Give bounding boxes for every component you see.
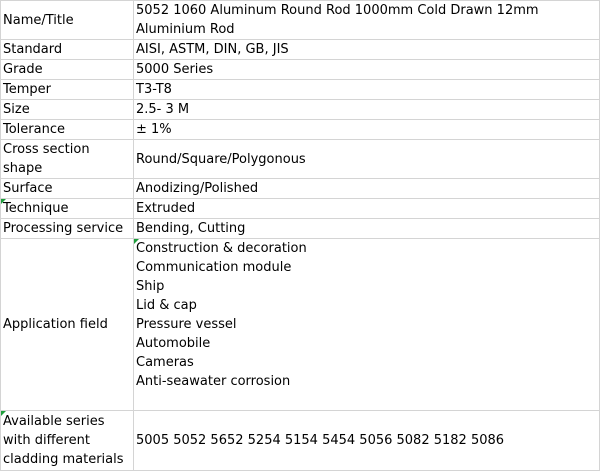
row-label: Grade	[1, 60, 134, 80]
row-value: 2.5- 3 M	[134, 100, 600, 120]
table-row	[1, 239, 600, 411]
table-row	[1, 40, 600, 60]
row-value: Bending, Cutting	[134, 219, 600, 239]
table-row	[1, 1, 600, 40]
row-label: Surface	[1, 179, 134, 199]
table-row	[1, 179, 600, 199]
row-label	[1, 199, 134, 219]
table-row	[1, 219, 600, 239]
row-label-text: Technique	[3, 201, 69, 216]
table-row	[1, 100, 600, 120]
row-label: Processing service	[1, 219, 134, 239]
row-label: Name/Title	[1, 1, 134, 40]
row-value: 5005 5052 5652 5254 5154 5454 5056 5082 5182 5086	[134, 411, 600, 471]
row-value: T3-T8	[134, 80, 600, 100]
row-label	[1, 411, 134, 471]
row-value: ± 1%	[134, 120, 600, 140]
comment-marker-icon[interactable]	[1, 199, 6, 204]
list-item: Communication module	[136, 260, 292, 275]
comment-marker-icon[interactable]	[1, 411, 6, 416]
table-row	[1, 120, 600, 140]
value-line: Aluminium Rod	[136, 22, 235, 37]
list-item: Ship	[136, 279, 165, 294]
list-item: Anti-seawater corrosion	[136, 374, 291, 389]
row-label: Temper	[1, 80, 134, 100]
row-value: Anodizing/Polished	[134, 179, 600, 199]
row-value: 5000 Series	[134, 60, 600, 80]
table-row	[1, 199, 600, 219]
list-item: Pressure vessel	[136, 317, 237, 332]
row-label: Cross section shape	[1, 140, 134, 179]
row-label: Standard	[1, 40, 134, 60]
table-row	[1, 80, 600, 100]
comment-marker-icon[interactable]	[134, 239, 139, 244]
table-row	[1, 140, 600, 179]
table-row	[1, 60, 600, 80]
row-value: AISI, ASTM, DIN, GB, JIS	[134, 40, 600, 60]
row-label: Size	[1, 100, 134, 120]
row-label-line: Available series	[3, 414, 105, 429]
row-value	[134, 1, 600, 40]
list-item: Automobile	[136, 336, 211, 351]
row-label-line: with different	[3, 433, 90, 448]
row-value: Round/Square/Polygonous	[134, 140, 600, 179]
row-value	[134, 239, 600, 411]
value-line: 5052 1060 Aluminum Round Rod 1000mm Cold Drawn 12mm	[136, 3, 539, 18]
table-row	[1, 411, 600, 471]
row-label-line: cladding materials	[3, 452, 124, 467]
row-label: Tolerance	[1, 120, 134, 140]
list-item: Construction & decoration	[136, 241, 307, 256]
row-label: Application field	[1, 239, 134, 411]
list-item: Cameras	[136, 355, 194, 370]
row-value: Extruded	[134, 199, 600, 219]
list-item: Lid & cap	[136, 298, 197, 313]
